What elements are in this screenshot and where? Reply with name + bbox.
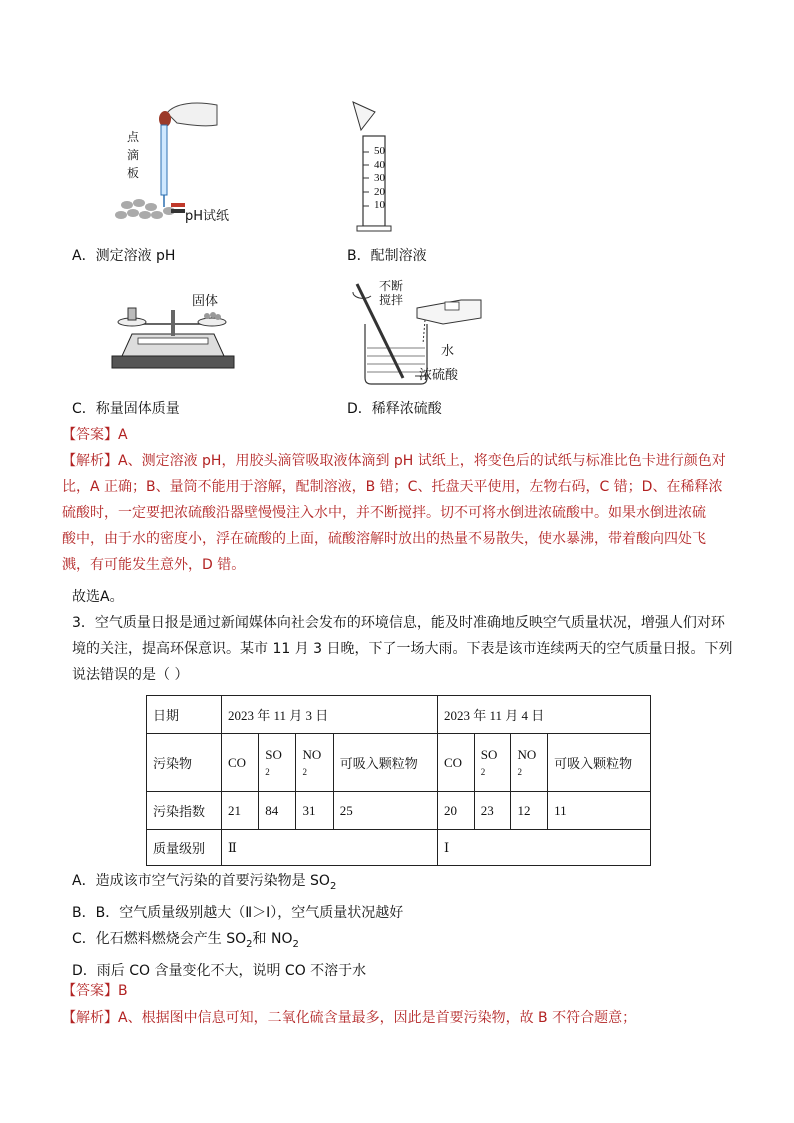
- level-label: 质量级别: [147, 830, 222, 866]
- q3-options: [72, 868, 752, 984]
- value-cell: 21: [222, 792, 259, 830]
- acid-label: 浓硫酸: [419, 368, 459, 383]
- mark: 20: [374, 185, 385, 198]
- value-cell: 23: [474, 792, 511, 830]
- table-row: [147, 830, 651, 866]
- pollutant-text: SO: [480, 746, 498, 762]
- dilution-illustration: [345, 278, 485, 388]
- label-char: 板: [127, 166, 140, 180]
- value-cell: 25: [333, 792, 437, 830]
- analysis-line: 溅，有可能发生意外，D 错。: [62, 557, 246, 573]
- subscript: 2: [265, 766, 270, 777]
- pollutant-cell: [296, 734, 333, 792]
- option-text: A．造成该市空气污染的首要污染物是 SO: [72, 873, 330, 889]
- ph-paper-label: pH试纸: [185, 209, 230, 224]
- pollutant-cell: CO: [222, 734, 259, 792]
- air-quality-table: [146, 695, 651, 866]
- answer-tag: 【答案】: [62, 427, 118, 443]
- stem-line: 境的关注，提高环保意识。某市 11 月 3 日晚，下了一场大雨。下表是该市连续两天的空气质量日报。下列: [72, 641, 733, 657]
- option-text: C．化石燃料燃烧会产生 SO: [72, 930, 247, 947]
- table-row: [147, 696, 651, 734]
- option-c: [72, 926, 752, 958]
- pollutant-cell: 可吸入颗粒物: [333, 734, 437, 792]
- subscript: 2: [480, 766, 486, 777]
- figure-dilution: [345, 278, 485, 388]
- answer-tag: 【答案】: [62, 983, 118, 999]
- value-cell: 31: [296, 792, 333, 830]
- answer-value: A: [118, 427, 128, 443]
- pollutant-text: NO: [517, 746, 537, 762]
- option-c-figure: C．称量固体质量: [72, 401, 180, 417]
- pollutant-text: NO: [302, 746, 322, 762]
- water-label: 水: [441, 344, 455, 359]
- pollutant-cell: [259, 734, 296, 792]
- subscript: 2: [517, 766, 522, 777]
- label-char: 点: [127, 130, 140, 144]
- level-1: Ⅱ: [222, 830, 438, 866]
- balance-illustration: [108, 290, 238, 375]
- date-2: 2023 年 11 月 4 日: [438, 696, 651, 734]
- mark: 30: [374, 172, 385, 184]
- analysis-tag: 【解析】: [62, 1010, 118, 1026]
- value-cell: 11: [548, 792, 651, 830]
- q3-answer: [62, 978, 128, 1004]
- table-row: [147, 792, 651, 830]
- date-label: 日期: [147, 696, 222, 734]
- answer-value: B: [118, 983, 128, 999]
- figure-cylinder: [345, 100, 405, 235]
- solid-label: 固体: [192, 294, 219, 309]
- option-d: D．雨后 CO 含量变化不大，说明 CO 不溶于水: [72, 962, 367, 979]
- analysis-line: 比，A 正确；B、量筒不能用于溶解，配制溶液，B 错；C、托盘天平使用，左物右码，C 错；D、在稀释浓: [62, 479, 723, 495]
- spot-plate-label: [127, 128, 141, 182]
- analysis-line: 酸中，由于水的密度小，浮在硫酸的上面，硫酸溶解时放出的热量不易散失，使水暴沸，带着酸向四处飞: [62, 531, 706, 547]
- pollutant-cell: CO: [438, 734, 475, 792]
- mark: 50: [374, 145, 385, 157]
- analysis-text: A、测定溶液 pH，用胶头滴管吸取液体滴到 pH 试纸上，将变色后的试纸与标准比色卡进行颜色对: [118, 453, 726, 469]
- pollutant-text: SO: [265, 746, 282, 762]
- date-1: 2023 年 11 月 3 日: [222, 696, 438, 734]
- analysis-text: A、根据图中信息可知，二氧化硫含量最多，因此是首要污染物，故 B 不符合题意；: [118, 1010, 637, 1026]
- subscript: 2: [246, 938, 253, 950]
- pollutant-cell: [511, 734, 548, 792]
- q3-analysis: [62, 1005, 752, 1031]
- value-cell: 12: [511, 792, 548, 830]
- q2-analysis: [62, 448, 742, 578]
- option-b-figure: B．配制溶液: [347, 248, 427, 264]
- cylinder-marks: [374, 145, 385, 213]
- stir-label: [379, 279, 403, 307]
- subscript: 2: [292, 938, 299, 950]
- analysis-tag: 【解析】: [62, 453, 118, 469]
- option-b: B．B．空气质量级别越大（Ⅱ＞Ⅰ），空气质量状况越好: [72, 904, 404, 921]
- level-2: Ⅰ: [438, 830, 651, 866]
- mark: 10: [374, 199, 385, 211]
- value-cell: 84: [259, 792, 296, 830]
- pollutant-cell: 可吸入颗粒物: [548, 734, 651, 792]
- q2-conclusion: 故选A。: [72, 589, 124, 605]
- mark: 40: [374, 158, 385, 171]
- figure-balance: [108, 290, 238, 375]
- stem-line: 说法错误的是（ ）: [72, 667, 189, 683]
- analysis-line: [62, 448, 742, 474]
- q2-answer: [62, 422, 128, 448]
- stem-line: 3．空气质量日报是通过新闻媒体向社会发布的环境信息，能及时准确地反映空气质量状况，增强人们对环: [72, 615, 725, 631]
- pollutant-cell: [474, 734, 511, 792]
- value-cell: 20: [438, 792, 475, 830]
- subscript: 2: [302, 766, 307, 777]
- label-char: 滴: [127, 148, 140, 162]
- option-d-figure: D．稀释浓硫酸: [347, 401, 442, 417]
- figure-ph-test: [105, 95, 255, 230]
- option-a: [72, 868, 752, 900]
- table-row: [147, 734, 651, 792]
- stir-text: 搅拌: [379, 293, 404, 307]
- subscript: 2: [329, 880, 337, 892]
- option-a-figure: A．测定溶液 pH: [72, 248, 176, 264]
- analysis-line: 硫酸时，一定要把浓硫酸沿器壁慢慢注入水中，并不断搅拌。切不可将水倒进浓硫酸中。如果水倒进浓硫: [62, 505, 706, 521]
- index-label: 污染指数: [147, 792, 222, 830]
- pollutant-label: 污染物: [147, 734, 222, 792]
- q3-stem: [72, 610, 752, 688]
- option-text: 和 NO: [252, 930, 293, 947]
- stir-text: 不断: [379, 279, 404, 293]
